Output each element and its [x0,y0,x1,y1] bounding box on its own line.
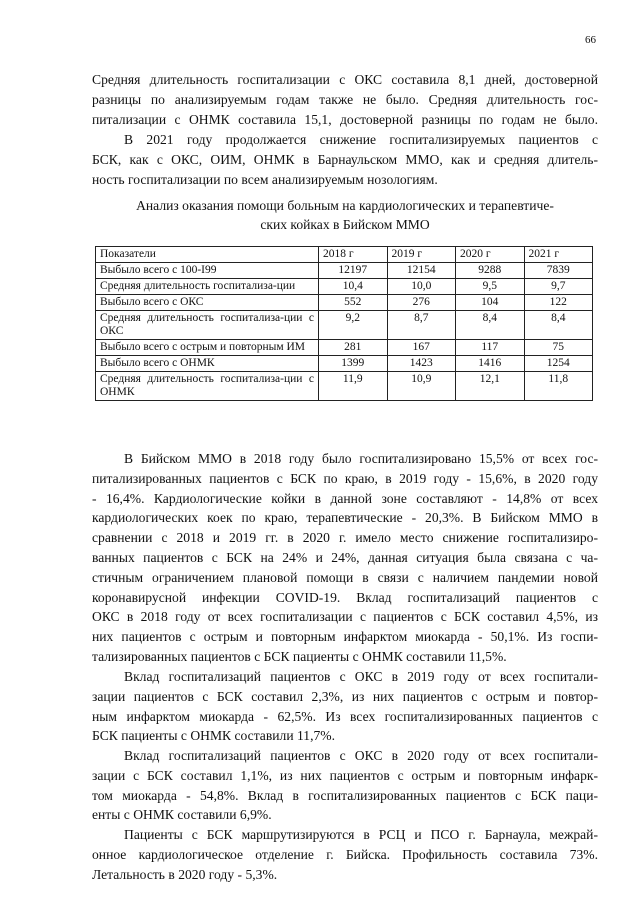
cell-value: 1254 [524,356,593,372]
cell-value: 276 [387,295,456,311]
cell-value: 117 [456,340,525,356]
text-line: Вклад госпитализаций пациентов с ОКС в 2020 году от всех госпитали- [124,748,598,763]
row-label: Выбыло всего с острым и повторным ИМ [96,340,319,356]
row-label: Выбыло всего с ОНМК [96,356,319,372]
body-paragraph-4 [92,825,598,884]
text-line: сравнении с 2018 и 2019 гг. в 2020 г. имело место снижение госпитализиро- [92,530,598,546]
cell-value: 1399 [319,356,388,372]
table-row [96,295,593,311]
text-line: Средняя длительность госпитализации с ОКС составила 8,1 дней, достоверной [92,72,598,87]
table-row [96,279,593,295]
row-label: Выбыло всего с ОКС [96,295,319,311]
text-line: тализированных пациентов с БСК пациенты с ОНМК составили 11,5%. [92,648,507,664]
cell-value: 10,0 [387,279,456,295]
body-paragraph-3 [92,746,598,825]
header-cell: 2021 г [524,247,593,263]
cell-value: 552 [319,295,388,311]
text-line: зации с БСК составил 1,1%, из них пациентов с острым и повторным инфарк- [92,767,598,783]
cell-value: 9,2 [319,311,388,340]
cell-value: 9,5 [456,279,525,295]
cell-value: 11,9 [319,372,388,401]
text-line: ным инфарктом миокарда - 62,5%. Из всех госпитализированных пациентов с [92,708,598,724]
body-paragraph-2 [92,667,598,746]
text-line: БСК, как с ОКС, ОИМ, ОНМК в Барнаульском ММО, как и средняя длитель- [92,151,598,167]
text-line: онное кардиологическое отделение г. Бийска. Профильность составила 73%. [92,846,598,862]
text-line: них пациентов с острым и повторным инфарктом миокарда - 50,1%. Из госпи- [92,629,598,645]
caption-line: ских койках в Бийском ММО [260,217,430,232]
cell-value: 1416 [456,356,525,372]
row-label: Средняя длительность госпитализа-ции [96,279,319,295]
text-line: В 2021 году продолжается снижение госпитализируемых пациентов с [124,132,598,147]
table-row [96,311,593,340]
page-number: 66 [585,34,596,46]
cell-value: 11,8 [524,372,593,401]
cell-value: 10,9 [387,372,456,401]
hospitalization-table [95,246,593,401]
cell-value: 9288 [456,263,525,279]
table-row [96,372,593,401]
text-line: кардиологических коек по краю, терапевтические - 20,3%. В Бийском ММО в [92,510,598,526]
intro-paragraph-1 [92,70,598,129]
intro-paragraph-2 [92,130,598,189]
text-line: енты с ОНМК составили 6,9%. [92,807,272,823]
table-caption [92,196,598,234]
body-paragraph-1 [92,449,598,667]
text-line: Летальность в 2020 году - 5,3%. [92,866,278,882]
cell-value: 281 [319,340,388,356]
row-label: Средняя длительность госпитализа-ции с ОКС [96,311,319,340]
text-line: стичным ограничением плановой помощи в связи с наличием пандемии новой [92,569,598,585]
text-line: питализации с ОНМК составила 15,1, достоверной разницы по годам не было. [92,111,598,127]
row-label: Выбыло всего с 100-I99 [96,263,319,279]
text-line: Вклад госпитализаций пациентов с ОКС в 2019 году от всех госпитали- [124,669,598,684]
text-line: - 16,4%. Кардиологические койки в данной зоне составляют - 14,8% от всех [92,490,598,506]
text-line: БСК пациенты с ОНМК составили 11,7%. [92,728,336,744]
table-header-row [96,247,593,263]
cell-value: 12154 [387,263,456,279]
text-line: зации пациентов с БСК составил 2,3%, из них пациентов с острым и повтор- [92,688,598,704]
text-line: Пациенты с БСК маршрутизируются в РСЦ и ПСО г. Барнаула, межрай- [124,827,598,842]
text-line: ность госпитализации по всем анализируемым нозологиям. [92,171,438,187]
table-row [96,340,593,356]
cell-value: 122 [524,295,593,311]
table-row [96,356,593,372]
table-row [96,263,593,279]
cell-value: 8,4 [456,311,525,340]
text-line: питализированных пациентов с БСК по краю, в 2019 году - 15,6%, в 2020 году [92,470,598,486]
text-line: том миокарда - 54,8%. Вклад в госпитализированных пациентов с БСК паци- [92,787,598,803]
text-line: ванных пациентов с БСК на 24% и 24%, данная ситуация была связана с ча- [92,549,598,565]
text-line: разницы по анализируемым годам также не было. Средняя длительность гос- [92,91,598,107]
header-cell: 2019 г [387,247,456,263]
header-cell: Показатели [96,247,319,263]
cell-value: 104 [456,295,525,311]
cell-value: 7839 [524,263,593,279]
cell-value: 8,7 [387,311,456,340]
cell-value: 1423 [387,356,456,372]
text-line: коронавирусной инфекции COVID-19. Вклад госпитализаций пациентов с [92,589,598,605]
cell-value: 167 [387,340,456,356]
cell-value: 12,1 [456,372,525,401]
cell-value: 75 [524,340,593,356]
row-label: Средняя длительность госпитализа-ции с ОНМК [96,372,319,401]
cell-value: 8,4 [524,311,593,340]
cell-value: 10,4 [319,279,388,295]
header-cell: 2018 г [319,247,388,263]
header-cell: 2020 г [456,247,525,263]
cell-value: 12197 [319,263,388,279]
caption-line: Анализ оказания помощи больным на кардиологических и терапевтиче- [136,198,554,213]
text-line: В Бийском ММО в 2018 году было госпитализировано 15,5% от всех гос- [124,451,598,466]
cell-value: 9,7 [524,279,593,295]
text-line: ОКС в 2018 году от всех госпитализации с пациентов с БСК составил 4,5%, из [92,609,598,625]
